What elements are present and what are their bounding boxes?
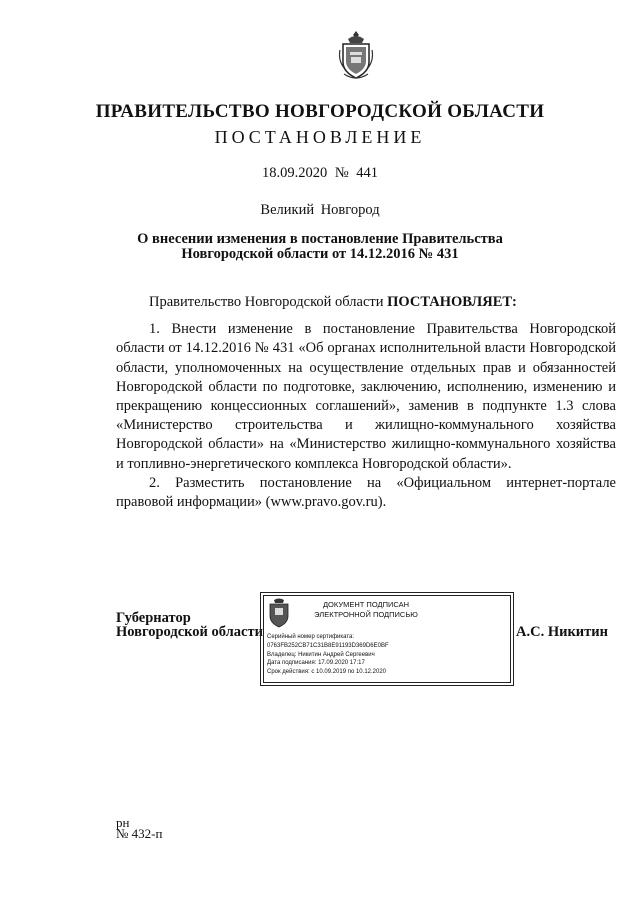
stamp-details xyxy=(267,633,507,677)
stamp-emblem-icon xyxy=(267,598,291,628)
stamp-owner: Владелец: Никитин Андрей Сергеевич xyxy=(267,651,375,658)
position-line-1: Губернатор xyxy=(116,610,191,626)
resolves-word: ПОСТАНОВЛЯЕТ: xyxy=(387,294,517,310)
document-body xyxy=(116,293,616,512)
position-line-2: Новгородской области xyxy=(116,624,263,640)
stamp-sign-date: Дата подписания: 17.09.2020 17:17 xyxy=(267,660,365,667)
electronic-signature-stamp xyxy=(260,592,514,686)
city: Великий Новгород xyxy=(260,202,380,218)
paragraph-2: 2. Разместить постановление на «Официальном интернет-портале правовой информации» (www.pravo.gov.ru). xyxy=(116,474,616,511)
stamp-heading-line-1: ДОКУМЕНТ ПОДПИСАН xyxy=(322,600,410,609)
government-title: ПРАВИТЕЛЬСТВО НОВГОРОДСКОЙ ОБЛАСТИ xyxy=(95,101,545,122)
stamp-cert-label: Серийный номер сертификата: xyxy=(267,634,355,640)
stamp-heading xyxy=(301,600,431,620)
footer-initials: рн xyxy=(116,815,130,830)
footer-number: № 432-п xyxy=(116,826,163,841)
resolution-intro xyxy=(116,293,616,312)
paragraph-1: 1. Внести изменение в постановление Правительства Новгородской области от 14.12.2016 № 431 «Об органах исполнительной власти Новгородской области, уполномоченных на осуществление отдельных прав и обязанностей Новгородской области по подготовке, заключению, исполнению, изменению и прекращению концессионных соглашений», заменив в подпункте 1.3 слова «Министерство строительства и жилищно-коммунального хозяйства Новгородской области» на «Министерство жилищно-коммунального хозяйства и топливно-энергетического комплекса Новгородской области». xyxy=(116,321,616,472)
document-subject xyxy=(0,232,640,262)
coat-of-arms-icon xyxy=(338,30,374,82)
stamp-heading-line-2: ЭЛЕКТРОННОЙ ПОДПИСЬЮ xyxy=(314,610,418,619)
signatory-position xyxy=(116,611,263,639)
document-type: ПОСТАНОВЛЕНИЕ xyxy=(214,127,426,147)
signatory-name: А.С. Никитин xyxy=(516,624,608,640)
stamp-validity: Срок действия: с 10.09.2019 по 10.12.2020 xyxy=(267,669,387,676)
stamp-cert-number: 0763FB252CB71C31B8E91193D369D6E0BF xyxy=(267,642,389,649)
subject-line-2: Новгородской области от 14.12.2016 № 431 xyxy=(181,246,459,262)
intro-text: Правительство Новгородской области xyxy=(149,294,388,310)
date-and-number: 18.09.2020 № 441 xyxy=(261,165,379,181)
footer-note xyxy=(116,817,162,839)
subject-line-1: О внесении изменения в постановление Правительства xyxy=(137,231,503,247)
